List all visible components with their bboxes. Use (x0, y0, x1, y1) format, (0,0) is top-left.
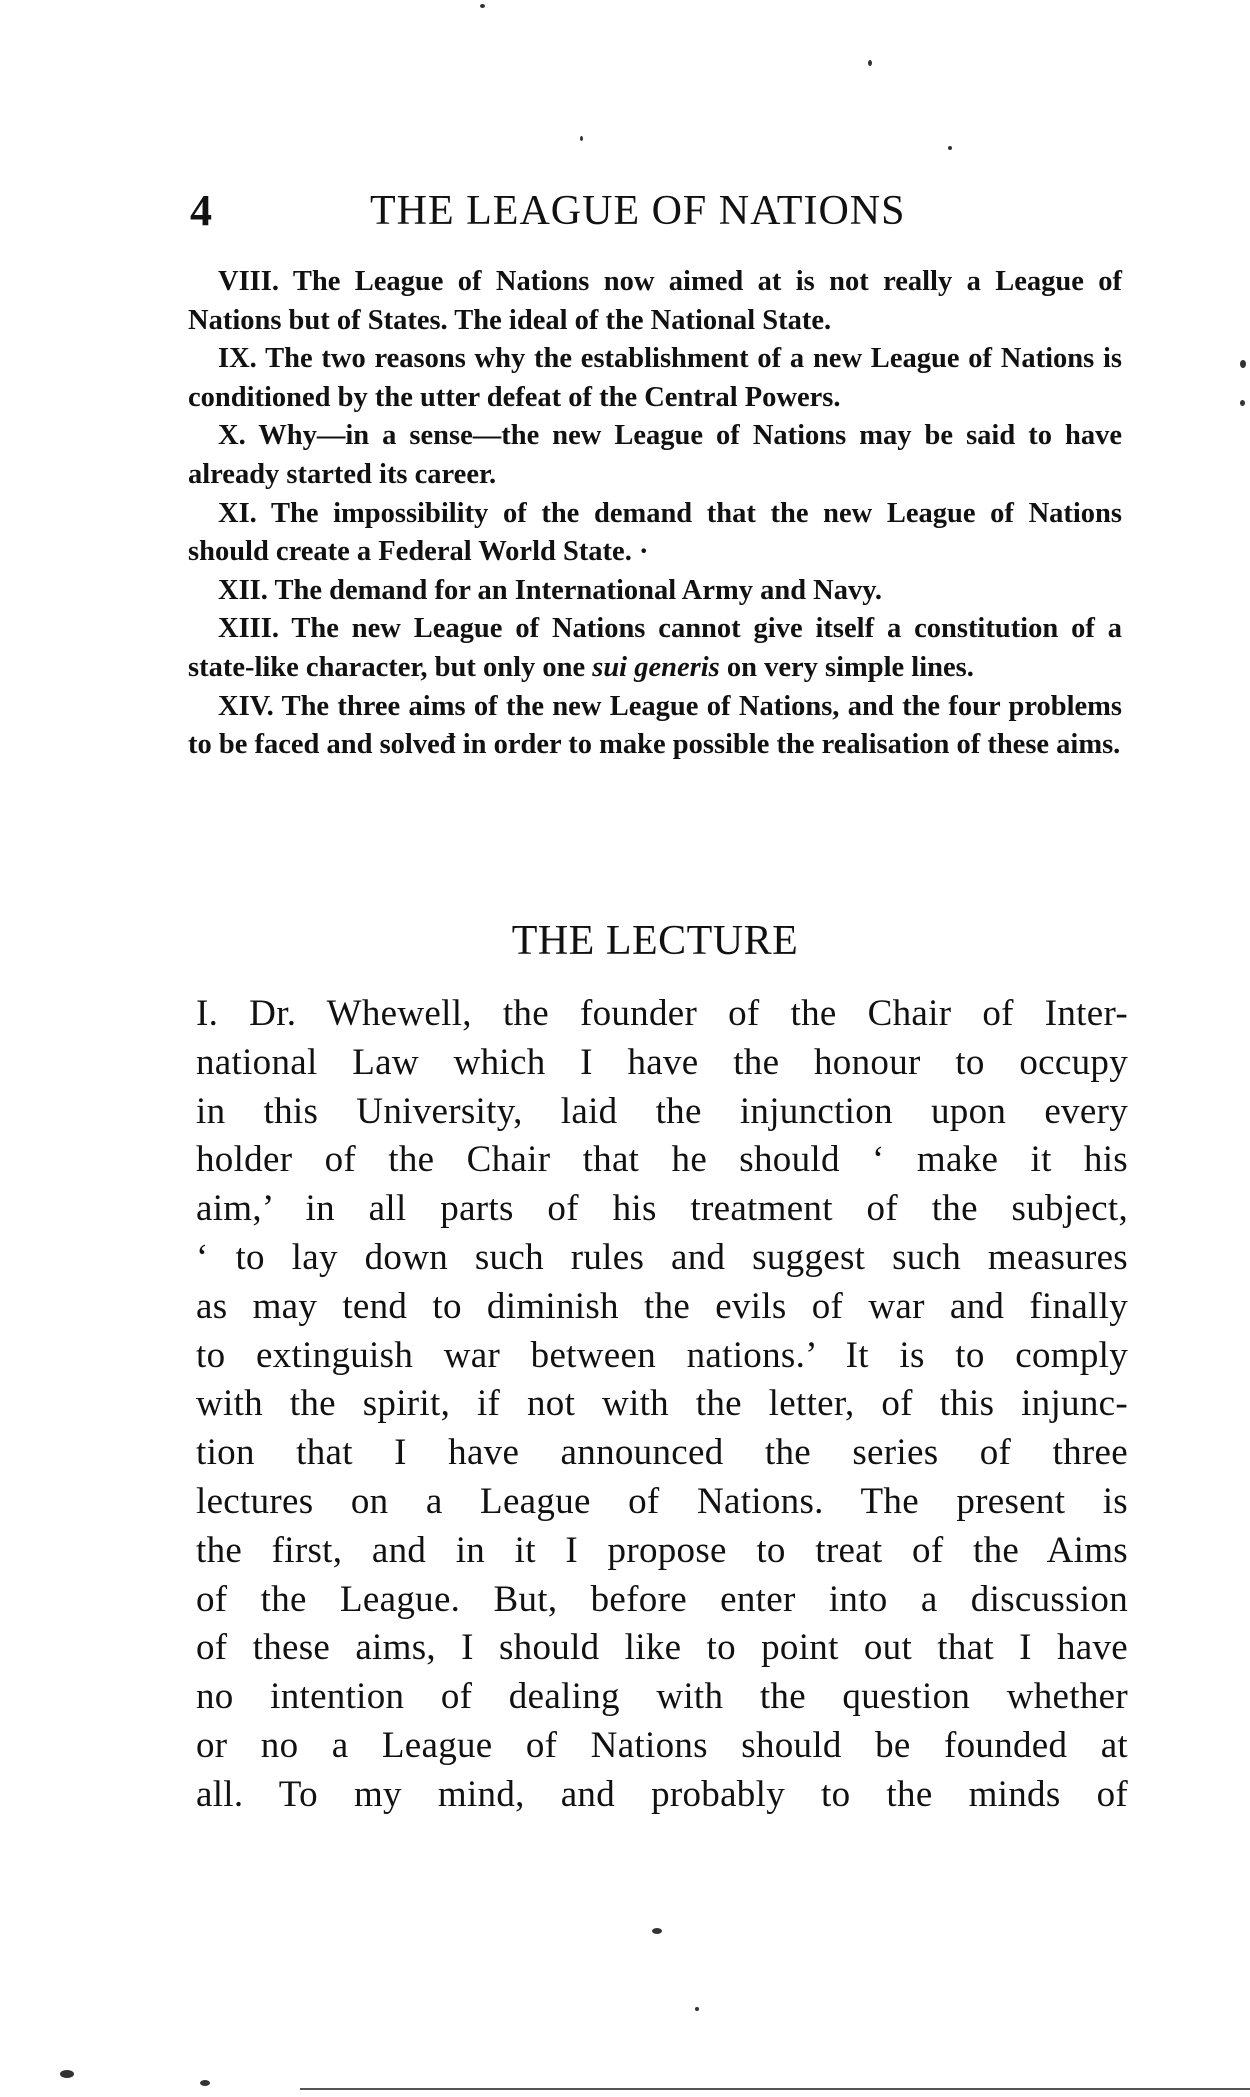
lecture-line: of these aims, I should like to point out that I have (196, 1627, 1128, 1669)
lecture-line: national Law which I have the honour to occupy (196, 1041, 1128, 1083)
section-heading: THE LECTURE (511, 918, 799, 964)
lecture-line: or no a League of Nations should be founded at (196, 1724, 1128, 1766)
contents-text: on very simple lines. (726, 651, 974, 683)
lecture-line: lectures on a League of Nations. The present is (196, 1480, 1128, 1522)
lecture-line: I. Dr. Whewell, the founder of the Chair of Inter- (196, 993, 1128, 1034)
lecture-line: to extinguish war between nations.’ It is to comply (196, 1334, 1128, 1376)
lecture-line: of the League. But, before enter into a discussion (196, 1578, 1128, 1620)
lecture-line: no intention of dealing with the question whether (196, 1676, 1128, 1718)
contents-text: The impossibility of the demand that the new League of Nations should create a Federal World State. · (188, 497, 1122, 568)
contents-item-xiii (188, 610, 1122, 687)
lecture-line: with the spirit, if not with the letter, of this injunc- (196, 1383, 1128, 1425)
contents-numeral: XIII. (218, 613, 279, 645)
contents-numeral: XIV. (218, 690, 274, 722)
contents-numeral: VIII. (218, 266, 279, 297)
contents-text: Why—in a sense—the new League of Nations may be said to have already started its career. (188, 420, 1122, 490)
contents-text: The League of Nations now aimed at is not really a League of Nations but of States. The ideal of the National State. (188, 266, 1122, 336)
contents-numeral: XII. (218, 574, 268, 606)
contents-item-xii (188, 572, 1122, 611)
scan-speck (695, 2007, 699, 2011)
scan-speck (200, 2080, 210, 2086)
contents-item-xi (188, 495, 1122, 572)
scan-speck (948, 146, 952, 150)
scan-speck (480, 4, 485, 8)
lecture-line: aim,’ in all parts of his treatment of the subject, (196, 1188, 1128, 1230)
scan-speck (580, 136, 583, 141)
contents-numeral: XI. (218, 497, 257, 529)
contents-item-ix (188, 340, 1122, 417)
running-title: THE LEAGUE OF NATIONS (370, 188, 906, 234)
lecture-line: in this University, laid the injunction upon every (196, 1090, 1128, 1132)
page-number: 4 (190, 186, 212, 235)
lecture-line: all. To my mind, and probably to the minds of (196, 1773, 1128, 1815)
lecture-body (196, 990, 1128, 1820)
contents-text: The new League of Nations cannot give itself a constitution of a state-like character, but only one (188, 613, 1122, 683)
lecture-line: the first, and in it I propose to treat of the Aims (196, 1529, 1128, 1571)
contents-item-viii (188, 263, 1122, 340)
contents-item-x (188, 417, 1122, 494)
scan-speck (60, 2070, 74, 2078)
contents-text: The three aims of the new League of Nations, and the four problems to be faced and solveđ in order to make possible the realisation of these aims. (188, 690, 1122, 761)
contents-text: The demand for an International Army and Navy. (274, 574, 883, 606)
contents-italic-term: sui generis (592, 651, 720, 683)
contents-item-xiv (188, 688, 1122, 765)
contents-text: The two reasons why the establishment of a new League of Nations is conditioned by the utter defeat of the Central Powers. (188, 343, 1122, 413)
scan-speck (1240, 360, 1246, 368)
lecture-line: ‘ to lay down such rules and suggest such measures (196, 1236, 1128, 1278)
bottom-edge-rule (300, 2088, 1250, 2090)
contents-numeral: IX. (218, 343, 257, 375)
running-head (190, 186, 1130, 236)
lecture-line: tion that I have announced the series of three (196, 1432, 1128, 1474)
scan-speck (1240, 400, 1245, 406)
lecture-line: holder of the Chair that he should ‘ make it his (196, 1139, 1128, 1181)
lecture-line: as may tend to diminish the evils of war and finally (196, 1285, 1128, 1327)
scan-speck (652, 1928, 662, 1934)
contents-summary (188, 263, 1122, 765)
scan-speck (868, 60, 872, 66)
contents-numeral: X. (218, 420, 246, 452)
